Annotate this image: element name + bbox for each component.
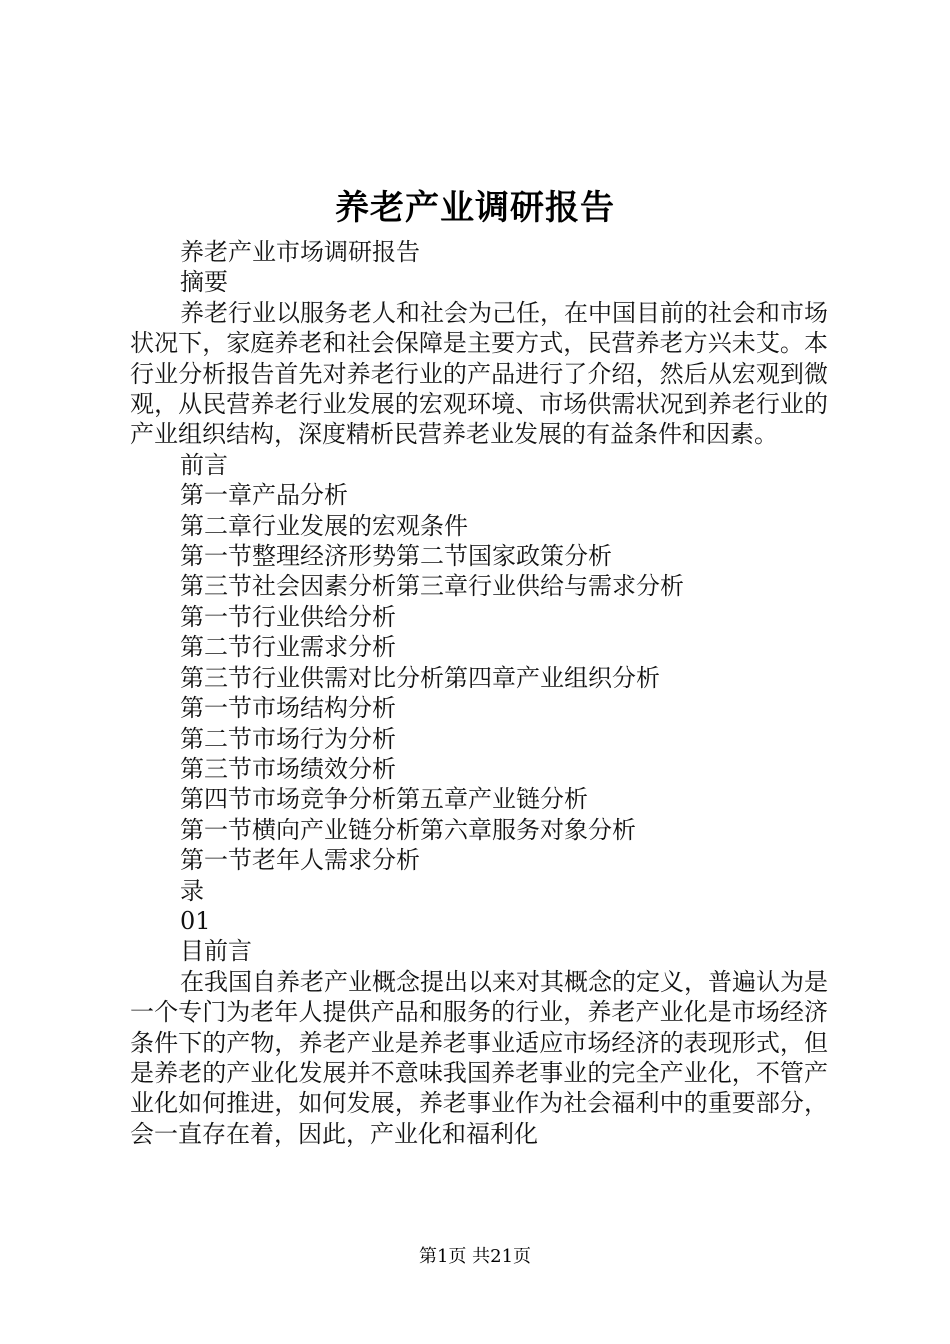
toc-line: 第二节行业需求分析: [180, 633, 396, 662]
toc-line: 第一节行业供给分析: [180, 602, 396, 631]
document-title: 养老产业调研报告: [335, 188, 615, 228]
toc-line: 第三节市场绩效分析: [180, 754, 396, 783]
toc-line: 第三节行业供需对比分析第四章产业组织分析: [180, 663, 660, 692]
document-body: [130, 237, 828, 1149]
paragraph: 在我国自养老产业概念提出以来对其概念的定义，普遍认为是一个专门为老年人提供产品和服务的行业，养老产业化是市场经济条件下的产物，养老产业是养老事业适应市场经济的表现形式，但是养老的产业化发展并不意味我国养老事业的完全产业化，不管产业化如何推进，如何发展，养老事业作为社会福利中的重要部分，会一直存在着，因此，产业化和福利化: [130, 967, 828, 1148]
page-footer: 第1页 共21页: [418, 1246, 532, 1267]
toc-line: 第一节横向产业链分析第六章服务对象分析: [180, 815, 636, 844]
paragraph: 养老行业以服务老人和社会为己任，在中国目前的社会和市场状况下，家庭养老和社会保障是主要方式，民营养老方兴未艾。本行业分析报告首先对养老行业的产品进行了介绍，然后从宏观到微观，从民营养老行业发展的宏观环境、市场供需状况到养老行业的产业组织结构，深度精析民营养老业发展的有益条件和因素。: [130, 298, 828, 449]
text-line: 养老产业市场调研报告: [180, 238, 420, 266]
section-heading: 目前言: [180, 937, 252, 966]
toc-line: 第二节市场行为分析: [180, 724, 396, 753]
text-line: 录: [180, 876, 204, 905]
text-line: 前言: [180, 450, 228, 479]
text-line: 01: [180, 906, 211, 935]
toc-line: 第三节社会因素分析第三章行业供给与需求分析: [180, 572, 684, 601]
toc-line: 第一节整理经济形势第二节国家政策分析: [180, 542, 612, 571]
toc-line: 第二章行业发展的宏观条件: [180, 511, 468, 540]
toc-line: 第一节老年人需求分析: [180, 846, 420, 875]
toc-line: 第一章产品分析: [180, 481, 348, 510]
text-line: 摘要: [180, 268, 228, 297]
toc-line: 第四节市场竞争分析第五章产业链分析: [180, 785, 588, 814]
toc-line: 第一节市场结构分析: [180, 694, 396, 723]
